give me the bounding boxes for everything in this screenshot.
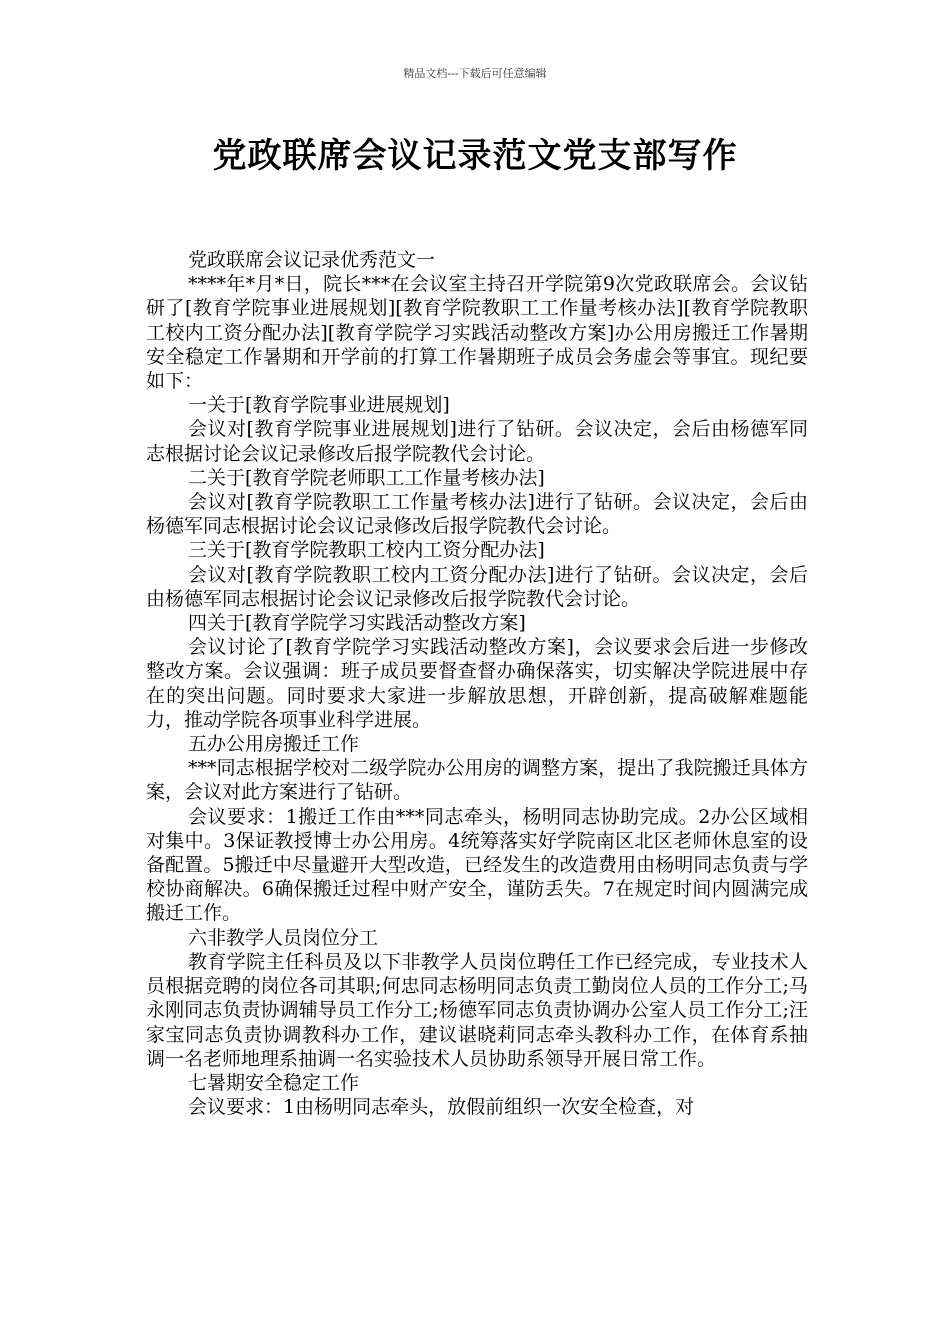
paragraph: 党政联席会议记录优秀范文一 <box>188 249 436 271</box>
document-body <box>146 248 808 1119</box>
section-heading: 二关于[教育学院老师职工工作量考核办法] <box>188 466 545 489</box>
paragraph: ****年*月*日，院长***在会议室主持召开学院第9次党政联席会。会议钻研了[教育学院事业进展规划][教育学院教职工工作量考核办法][教育学院教职工校内工资分配办法][教育学院学习实践活动整改方案]办公用房搬迁工作暑期安全稳定工作暑期和开学前的打算工作暑期班子成员会务虚会等事宜。现纪要如下： <box>146 273 808 393</box>
paragraph: 会议要求：1由杨明同志牵头，放假前组织一次安全检查，对 <box>188 1096 695 1119</box>
paragraph: 会议讨论了[教育学院学习实践活动整改方案]，会议要求会后进一步修改整改方案。会议强调：班子成员要督查督办确保落实，切实解决学院进展中存在的突出问题。同时要求大家进一步解放思想，开辟创新，提高破解难题能力，推动学院各项事业科学进展。 <box>146 636 808 731</box>
section-heading: 一关于[教育学院事业进展规划] <box>188 394 450 417</box>
section-heading: 五办公用房搬迁工作 <box>188 733 360 756</box>
paragraph: 会议对[教育学院教职工工作量考核办法]进行了钻研。会议决定，会后由杨德军同志根据讨论会议记录修改后报学院教代会讨论。 <box>146 491 808 538</box>
section-heading: 七暑期安全稳定工作 <box>188 1071 360 1094</box>
section-heading: 六非教学人员岗位分工 <box>188 926 379 949</box>
document-title: 党政联席会议记录范文党支部写作 <box>212 136 738 176</box>
paragraph: 会议对[教育学院教职工校内工资分配办法]进行了钻研。会议决定，会后由杨德军同志根据讨论会议记录修改后报学院教代会讨论。 <box>146 563 808 610</box>
paragraph: 会议要求：1搬迁工作由***同志牵头，杨明同志协助完成。2办公区域相对集中。3保证教授博士办公用房。4统筹落实好学院南区北区老师休息室的设备配置。5搬迁中尽量避开大型改造，已经发生的改造费用由杨明同志负责与学校协商解决。6确保搬迁过程中财产安全，谨防丢失。7在规定时间内圆满完成搬迁工作。 <box>146 805 808 925</box>
paragraph: ***同志根据学校对二级学院办公用房的调整方案，提出了我院搬迁具体方案，会议对此方案进行了钻研。 <box>146 757 808 804</box>
paragraph: 会议对[教育学院事业进展规划]进行了钻研。会议决定，会后由杨德军同志根据讨论会议记录修改后报学院教代会讨论。 <box>146 418 808 465</box>
header-note: 精品文档---下载后可任意编辑 <box>403 67 547 80</box>
section-heading: 三关于[教育学院教职工校内工资分配办法] <box>188 539 545 562</box>
section-heading: 四关于[教育学院学习实践活动整改方案] <box>188 612 526 635</box>
paragraph: 教育学院主任科员及以下非教学人员岗位聘任工作已经完成，专业技术人员根据竞聘的岗位各司其职;何忠同志杨明同志负责工勤岗位人员的工作分工;马永刚同志负责协调辅导员工作分工;杨德军同志负责协调办公室人员工作分工;汪家宝同志负责协调教科办工作，建议谌晓莉同志牵头教科办工作，在体育系抽调一名老师地理系抽调一名实验技术人员协助系领导开展日常工作。 <box>146 950 808 1070</box>
